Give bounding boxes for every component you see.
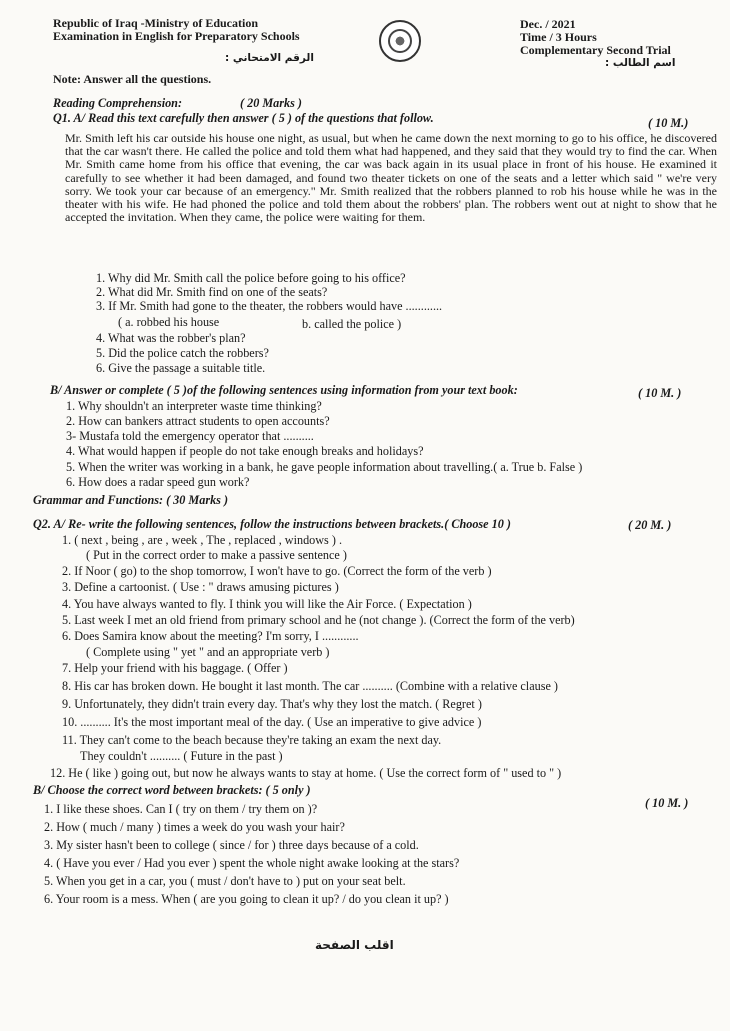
reading-question: 6. Give the passage a suitable title. [96, 361, 266, 375]
reading-question: 1. Why did Mr. Smith call the police before going to his office? [96, 271, 406, 285]
partb-item: 2. How can bankers attract students to open accounts? [66, 414, 330, 428]
q3-option-b: b. called the police ) [302, 317, 402, 331]
partb-item: 1. Why shouldn't an interpreter waste time thinking? [66, 399, 322, 413]
reading-marks: ( 20 Marks ) [240, 96, 302, 110]
q1-label: Q1. A/ Read this text carefully then answer ( 5 ) of the questions that follow. [53, 111, 434, 125]
grammar-item: 6. Does Samira know about the meeting? I'm sorry, I ............ [62, 629, 359, 643]
choose-marks: ( 10 M. ) [645, 796, 689, 810]
choose-item: 3. My sister hasn't been to college ( since / for ) three days because of a cold. [44, 838, 419, 852]
choose-item: 1. I like these shoes. Can I ( try on them / try them on )? [44, 802, 318, 816]
reading-title: Reading Comprehension: [53, 96, 183, 110]
header-time: Time / 3 Hours [520, 30, 597, 44]
choose-label: B/ Choose the correct word between brackets: ( 5 only ) [33, 783, 311, 797]
grammar-item: 9. Unfortunately, they didn't train every day. That's why they lost the match. ( Regret ) [62, 697, 482, 711]
header-ministry: Republic of Iraq -Ministry of Education [53, 16, 259, 30]
grammar-item: ( Put in the correct order to make a passive sentence ) [86, 548, 347, 562]
q2-label: Q2. A/ Re- write the following sentences, follow the instructions between brackets.( Choose 10 ) [33, 517, 511, 531]
grammar-item: 1. ( next , being , are , week , The , replaced , windows ) . [62, 533, 342, 547]
q3-option-a: ( a. robbed his house [118, 315, 220, 329]
partb-label: B/ Answer or complete ( 5 )of the following sentences using information from your text book: [50, 383, 518, 397]
grammar-item: 2. If Noor ( go) to the shop tomorrow, I won't have to go. (Correct the form of the verb ) [62, 564, 492, 578]
grammar-item: 12. He ( like ) going out, but now he always wants to stay at home. ( Use the correct form of " used to " ) [50, 766, 562, 780]
reading-question: 2. What did Mr. Smith find on one of the seats? [96, 285, 328, 299]
grammar-item: 11. They can't come to the beach because they're taking an exam the next day. [62, 733, 442, 747]
reading-question: 3. If Mr. Smith had gone to the theater, the robbers would have ............ [96, 299, 443, 313]
partb-item: 3- Mustafa told the emergency operator that .......... [66, 429, 314, 443]
partb-item: 6. How does a radar speed gun work? [66, 475, 250, 489]
turn-page-label: اقلب الصفحة [315, 938, 394, 952]
grammar-item: 8. His car has broken down. He bought it last month. The car .......... (Combine with a relative clause ) [62, 679, 558, 693]
grammar-item: ( Complete using " yet " and an appropriate verb ) [86, 645, 330, 659]
student-name-label: اسم الطالب : [605, 57, 676, 69]
grammar-title: Grammar and Functions: ( 30 Marks ) [33, 493, 229, 507]
reading-question: 5. Did the police catch the robbers? [96, 346, 269, 360]
choose-item: 6. Your room is a mess. When ( are you going to clean it up? / do you clean it up? ) [44, 892, 449, 906]
partb-item: 4. What would happen if people do not take enough breaks and holidays? [66, 444, 424, 458]
header-date: Dec. / 2021 [520, 17, 576, 31]
reading-passage: Mr. Smith left his car outside his house one night, as usual, but when he came down the next morning to go to his office, he discovered that the car wasn't there. He called the police and told them what had happened, and they said that they would try to find the car. When Mr. Smith came home from his office that evening, the car was back again in its usual place in front of his house. He examined it carefully to see whether it had been damaged, and found two theater tickets on one of the seats and a letter which said " we're very sorry. We took your car because of an emergency." Mr. Smith realized that the robbers planned to rob his house while he was in the theater with his wife. He had phoned the police and told them about the robbers' plan. The robbers went out at night to show that he accepted the invitation. When they came, the police were waiting for them. [65, 131, 717, 225]
q1-marks: ( 10 M.) [648, 116, 689, 130]
grammar-item: They couldn't .......... ( Future in the past ) [80, 749, 283, 763]
grammar-item: 7. Help your friend with his baggage. ( Offer ) [62, 661, 288, 675]
choose-item: 4. ( Have you ever / Had you ever ) spent the whole night awake looking at the stars? [44, 856, 460, 870]
partb-marks: ( 10 M. ) [638, 386, 682, 400]
exam-number-label: الرقم الامتحاني : [225, 52, 314, 64]
note: Note: Answer all the questions. [53, 72, 212, 86]
header-exam-title: Examination in English for Preparatory Schools [53, 29, 300, 43]
choose-item: 5. When you get in a car, you ( must / don't have to ) put on your seat belt. [44, 874, 406, 888]
grammar-item: 4. You have always wanted to fly. I think you will like the Air Force. ( Expectation ) [62, 597, 472, 611]
grammar-item: 3. Define a cartoonist. ( Use : " draws amusing pictures ) [62, 580, 339, 594]
reading-question: 4. What was the robber's plan? [96, 331, 246, 345]
header-trial: Complementary Second Trial [520, 43, 671, 57]
ministry-seal-icon [379, 20, 421, 62]
choose-item: 2. How ( much / many ) times a week do you wash your hair? [44, 820, 345, 834]
partb-item: 5. When the writer was working in a bank, he gave people information about travelling.( a. True b. False ) [66, 460, 583, 474]
grammar-item: 10. .......... It's the most important meal of the day. ( Use an imperative to give advice ) [62, 715, 482, 729]
grammar-item: 5. Last week I met an old friend from primary school and he (not change ). (Correct the form of the verb) [62, 613, 575, 627]
q2-marks: ( 20 M. ) [628, 518, 672, 532]
